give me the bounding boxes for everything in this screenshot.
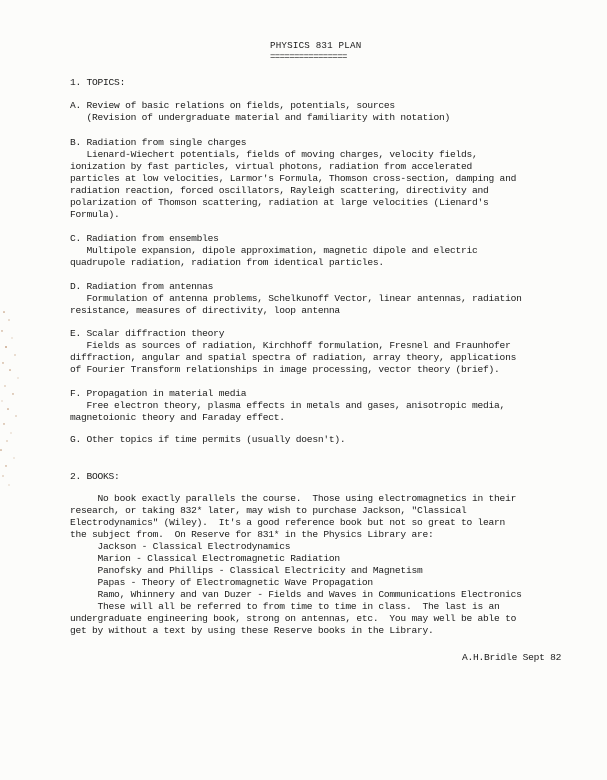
section-heading: F. Propagation in material media: [70, 388, 247, 399]
book-list-item: Ramo, Whinnery and van Duzer - Fields and Waves in Communications Electronics: [70, 589, 522, 600]
section-heading: B. Radiation from single charges: [70, 137, 247, 148]
section-text-line: ionization by fast particles, virtual photons, radiation from accelerated: [70, 161, 473, 172]
page-title: PHYSICS 831 PLAN: [270, 40, 362, 51]
section-text-line: (Revision of undergraduate material and familiarity with notation): [70, 112, 450, 123]
section-text-line: Fields as sources of radiation, Kirchhoff formulation, Fresnel and Fraunhofer: [70, 340, 511, 351]
section-heading: G. Other topics if time permits (usually doesn't).: [70, 434, 346, 445]
section-text-line: of Fourier Transform relationships in image processing, vector theory (brief).: [70, 364, 500, 375]
section-text-line: quadrupole radiation, radiation from identical particles.: [70, 257, 384, 268]
books-paragraph-line: the subject from. On Reserve for 831* in the Physics Library are:: [70, 529, 434, 540]
section-text-line: diffraction, angular and spatial spectra of radiation, array theory, applications: [70, 352, 517, 363]
section-text-line: resistance, measures of directivity, loop antenna: [70, 305, 340, 316]
section-text-line: particles at low velocities, Larmor's Formula, Thomson cross-section, damping and: [70, 173, 517, 184]
book-list-item: Papas - Theory of Electromagnetic Wave Propagation: [70, 577, 373, 588]
books-closing-line: get by without a text by using these Reserve books in the Library.: [70, 625, 434, 636]
books-paragraph-line: Electrodynamics" (Wiley). It's a good reference book but not so great to learn: [70, 517, 506, 528]
books-paragraph-line: research, or taking 832* later, may wish to purchase Jackson, "Classical: [70, 505, 467, 516]
topics-heading: 1. TOPICS:: [70, 77, 126, 88]
section-heading: D. Radiation from antennas: [70, 281, 214, 292]
section-heading: A. Review of basic relations on fields, potentials, sources: [70, 100, 395, 111]
signature: A.H.Bridle Sept 82: [462, 652, 562, 663]
books-closing-line: undergraduate engineering book, strong on antennas, etc. You may well be able to: [70, 613, 517, 624]
section-text-line: radiation reaction, forced oscillators, Rayleigh scattering, directivity and: [70, 185, 489, 196]
section-text-line: magnetoionic theory and Faraday effect.: [70, 412, 285, 423]
books-heading: 2. BOOKS:: [70, 471, 120, 482]
book-list-item: Panofsky and Phillips - Classical Electricity and Magnetism: [70, 565, 423, 576]
section-text-line: Formulation of antenna problems, Schelkunoff Vector, linear antennas, radiation: [70, 293, 522, 304]
section-text-line: Formula).: [70, 209, 120, 220]
section-heading: E. Scalar diffraction theory: [70, 328, 225, 339]
section-text-line: Lienard-Wiechert potentials, fields of moving charges, velocity fields,: [70, 149, 478, 160]
title-underline: ================: [270, 52, 347, 62]
section-text-line: Free electron theory, plasma effects in metals and gases, anisotropic media,: [70, 400, 506, 411]
section-text-line: polarization of Thomson scattering, radiation at large velocities (Lienard's: [70, 197, 489, 208]
books-closing-line: These will all be referred to from time to time in class. The last is an: [70, 601, 500, 612]
margin-specks: [0, 300, 30, 500]
book-list-item: Jackson - Classical Electrodynamics: [70, 541, 291, 552]
section-text-line: Multipole expansion, dipole approximation, magnetic dipole and electric: [70, 245, 478, 256]
section-heading: C. Radiation from ensembles: [70, 233, 219, 244]
books-paragraph-line: No book exactly parallels the course. Those using electromagnetics in their: [70, 493, 517, 504]
book-list-item: Marion - Classical Electromagnetic Radiation: [70, 553, 340, 564]
